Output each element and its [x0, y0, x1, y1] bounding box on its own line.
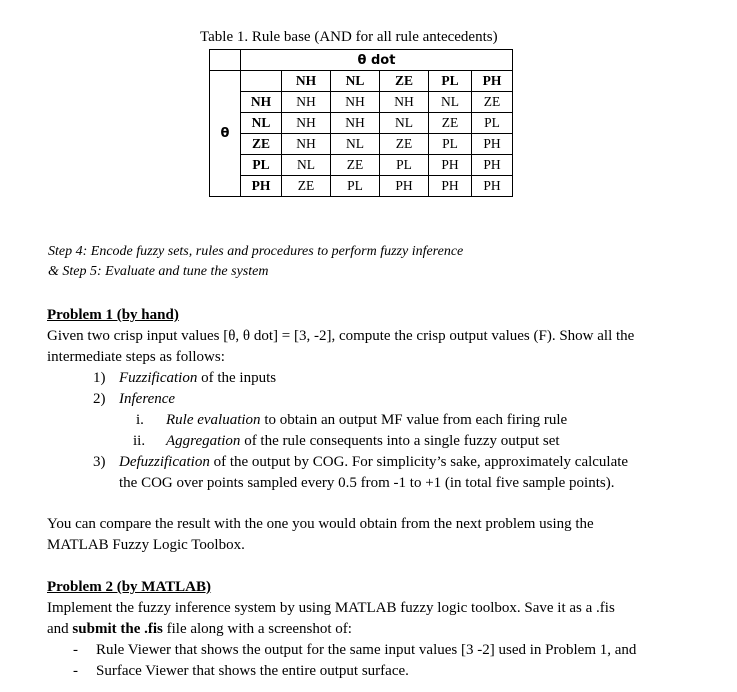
table-corner-cell: [210, 50, 241, 71]
table-cell: NL: [282, 155, 331, 176]
problem-2-line-1: Implement the fuzzy inference system by using MATLAB fuzzy logic toolbox. Save it as a .fis: [47, 600, 615, 616]
list-item-3: [119, 452, 628, 473]
row-header: ZE: [241, 134, 282, 155]
table-row: [210, 92, 513, 113]
row-header: PH: [241, 176, 282, 197]
theta-dot-header: θ dot: [241, 50, 513, 71]
table-cell: ZE: [331, 155, 380, 176]
table-cell: NH: [380, 92, 429, 113]
sub-item-ii-number: ii.: [133, 433, 146, 449]
problem-2-line-2: [47, 619, 677, 640]
table-cell: PL: [331, 176, 380, 197]
list-item-3-line-2: the COG over points sampled every 0.5 from -1 to +1 (in total five sample points).: [119, 475, 615, 491]
table-cell: ZE: [472, 92, 513, 113]
step-5-line: & Step 5: Evaluate and tune the system: [48, 264, 269, 279]
table-caption: Table 1. Rule base (AND for all rule antecedents): [200, 29, 498, 45]
column-header: NL: [331, 71, 380, 92]
table-row: [210, 176, 513, 197]
table-cell: PH: [429, 176, 472, 197]
defuzzification-term: Defuzzification: [119, 454, 210, 470]
row-header: NL: [241, 113, 282, 134]
aggregation-term: Aggregation: [166, 433, 241, 449]
table-row: [210, 155, 513, 176]
table-cell: PL: [429, 134, 472, 155]
table-row: [210, 50, 513, 71]
table-cell: NH: [331, 113, 380, 134]
bullet-surface-viewer: Surface Viewer that shows the entire output surface.: [96, 663, 409, 679]
compare-line-1: You can compare the result with the one you would obtain from the next problem using the: [47, 516, 594, 532]
table-cell: NH: [282, 134, 331, 155]
bullet-rule-viewer: Rule Viewer that shows the output for the same input values [3 -2] used in Problem 1, and: [96, 642, 637, 658]
sub-item-i-text: to obtain an output MF value from each firing rule: [260, 412, 568, 428]
step-4-line: Step 4: Encode fuzzy sets, rules and procedures to perform fuzzy inference: [48, 244, 464, 259]
table-blank-cell: [241, 71, 282, 92]
table-cell: PL: [380, 155, 429, 176]
table-cell: NL: [429, 92, 472, 113]
table-cell: ZE: [429, 113, 472, 134]
table-cell: PL: [472, 113, 513, 134]
table-cell: NH: [282, 113, 331, 134]
table-cell: NL: [331, 134, 380, 155]
sub-item-i-number: i.: [136, 412, 144, 428]
inference-term: Inference: [119, 391, 176, 407]
table-cell: PH: [472, 134, 513, 155]
sub-item-ii: [166, 431, 560, 452]
problem-2-line-2-pre: and: [47, 621, 73, 637]
problem-2-line-2-post: file along with a screenshot of:: [162, 621, 352, 637]
theta-header: θ: [210, 71, 241, 197]
table-row: [210, 134, 513, 155]
list-item-3-number: 3): [93, 454, 106, 470]
table-row: [210, 113, 513, 134]
submit-fis-emphasis: submit the .fis: [72, 621, 163, 637]
problem-2-heading: Problem 2 (by MATLAB): [47, 579, 212, 595]
table-cell: PH: [380, 176, 429, 197]
list-item-3-text: of the output by COG. For simplicity’s sake, approximately calculate: [209, 454, 629, 470]
table-cell: ZE: [380, 134, 429, 155]
bullet-1-dash: -: [73, 642, 78, 658]
row-header: PL: [241, 155, 282, 176]
column-header: NH: [282, 71, 331, 92]
rule-base-table: [209, 49, 513, 197]
sub-item-ii-text: of the rule consequents into a single fuzzy output set: [240, 433, 560, 449]
list-item-1-number: 1): [93, 370, 106, 386]
fuzzification-term: Fuzzification: [119, 370, 198, 386]
column-header: ZE: [380, 71, 429, 92]
problem-1-intro-line-1: Given two crisp input values [θ, θ dot] = [3, -2], compute the crisp output values (F). Show all the: [47, 328, 635, 344]
table-cell: NH: [331, 92, 380, 113]
table-row: [210, 71, 513, 92]
table-cell: NH: [282, 92, 331, 113]
row-header: NH: [241, 92, 282, 113]
compare-line-2: MATLAB Fuzzy Logic Toolbox.: [47, 537, 245, 553]
table-cell: PH: [429, 155, 472, 176]
table-cell: PH: [472, 155, 513, 176]
bullet-2-dash: -: [73, 663, 78, 679]
problem-1-heading: Problem 1 (by hand): [47, 307, 179, 323]
list-item-1: [119, 368, 276, 389]
column-header: PL: [429, 71, 472, 92]
list-item-1-text: of the inputs: [197, 370, 277, 386]
table-cell: ZE: [282, 176, 331, 197]
problem-1-intro-line-2: intermediate steps as follows:: [47, 349, 225, 365]
rule-evaluation-term: Rule evaluation: [166, 412, 261, 428]
column-header: PH: [472, 71, 513, 92]
table-cell: NL: [380, 113, 429, 134]
list-item-2-number: 2): [93, 391, 106, 407]
table-cell: PH: [472, 176, 513, 197]
sub-item-i: [166, 410, 567, 431]
